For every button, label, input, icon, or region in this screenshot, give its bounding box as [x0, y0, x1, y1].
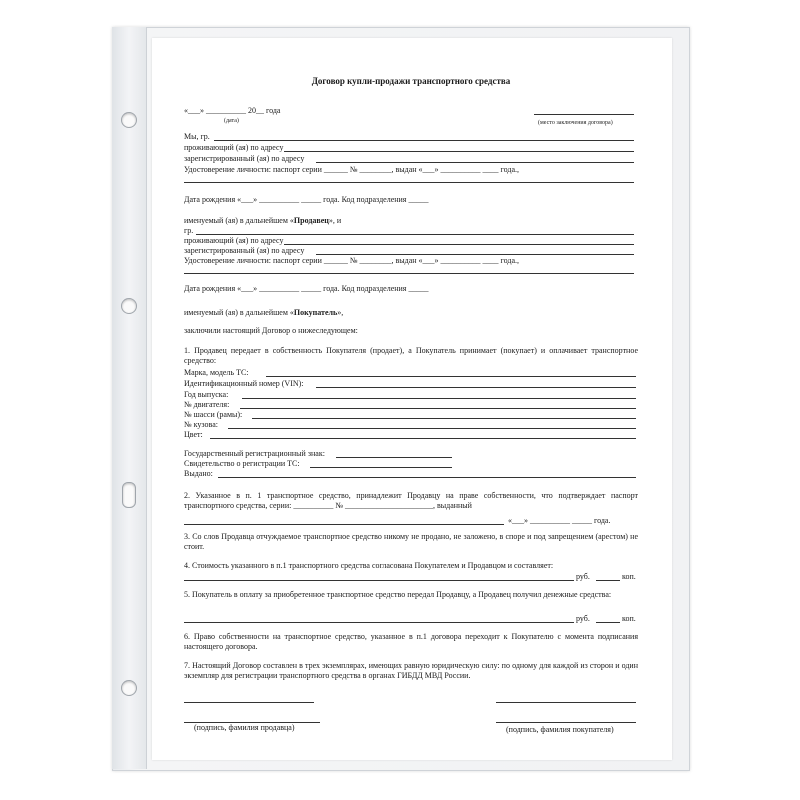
clause-5-kop: коп. [622, 614, 636, 623]
line-fill [210, 438, 636, 439]
reg-sign-line: Государственный регистрационный знак: [184, 449, 325, 458]
line-fill [228, 428, 636, 429]
line-fill [214, 140, 634, 141]
concluded-line: заключили настоящий Договор о нижеследующем: [184, 326, 358, 335]
living-line: проживающий (ая) по адресу [184, 143, 284, 152]
field-make: Марка, модель ТС: [184, 368, 249, 377]
clause-7: 7. Настоящий Договор составлен в трех экземплярах, имеющих равную юридическую силу: по одному для каждой из сторон и один экземпляр для регистрации транспортного средства в органах ГИБДД МВД России. [184, 661, 638, 680]
date-hint: (дата) [224, 118, 239, 124]
registered-line-2: зарегистрированный (ая) по адресу [184, 246, 305, 255]
line-fill [240, 408, 636, 409]
citizen-line: гр. [184, 226, 194, 235]
clause-6: 6. Право собственности на транспортное средство, указанное в п.1 договора переходит к Покупателю с момента подписания настоящего договора. [184, 632, 638, 651]
seller-signature-caption: (подпись, фамилия продавца) [194, 723, 295, 732]
punch-slot [122, 482, 136, 508]
line-fill [184, 182, 634, 183]
clause-4: 4. Стоимость указанного в п.1 транспортного средства согласована Покупателем и Продавцом и составляет: [184, 561, 554, 570]
punch-hole [121, 112, 137, 128]
clause-5-rub: руб. [576, 614, 590, 623]
line-fill [218, 477, 636, 478]
clause-1: 1. Продавец передает в собственность Покупателя (продает), а Покупатель принимает (покупает) и оплачивает транспортное средство: [184, 346, 638, 365]
line-fill [596, 580, 620, 581]
line-fill [184, 580, 574, 581]
id-doc-line: Удостоверение личности: паспорт серии ______ № ________, выдан «___» __________ ____ года., [184, 165, 520, 174]
clause-3: 3. Со слов Продавца отчуждаемое транспортное средство никому не продано, не заложено, в споре и под запрещением (арестом) не стоит. [184, 532, 638, 551]
line-fill [242, 398, 636, 399]
field-body: № кузова: [184, 420, 218, 429]
place-hint: (место заключения договора) [538, 120, 613, 126]
line-fill [316, 387, 636, 388]
clause-4-rub: руб. [576, 572, 590, 581]
issued-line: Выдано: [184, 469, 213, 478]
registered-line: зарегистрированный (ая) по адресу [184, 154, 305, 163]
field-vin: Идентификационный номер (VIN): [184, 379, 304, 388]
line-fill [266, 376, 636, 377]
line-fill [252, 418, 636, 419]
id-doc-line-2: Удостоверение личности: паспорт серии ______ № ________, выдан «___» __________ ____ года., [184, 256, 520, 265]
clause-2: 2. Указанное в п. 1 транспортное средство, принадлежит Продавцу на праве собственности, что подтверждает паспорт транспортного средства, серии: __________ № ______________________, выданный [184, 491, 638, 510]
buyer-signature-caption: (подпись, фамилия покупателя) [506, 725, 614, 734]
line-fill [336, 457, 452, 458]
punch-hole [121, 680, 137, 696]
date-line: «___» __________ 20__ года [184, 106, 281, 115]
punch-hole [121, 298, 137, 314]
line-fill [184, 622, 574, 623]
line-fill [284, 151, 634, 152]
field-engine: № двигателя: [184, 400, 230, 409]
field-color: Цвет: [184, 430, 203, 439]
clause-5: 5. Покупатель в оплату за приобретенное транспортное средство передал Продавцу, а Продавец получил денежные средства: [184, 590, 612, 599]
birth-line: Дата рождения «___» __________ _____ года. Код подразделения _____ [184, 195, 429, 204]
line-fill [316, 254, 634, 255]
seller-line: именуемый (ая) в дальнейшем «Продавец», и [184, 216, 342, 225]
line-fill [316, 162, 634, 163]
line-fill [284, 244, 634, 245]
field-chassis: № шасси (рамы): [184, 410, 243, 419]
buyer-line: именуемый (ая) в дальнейшем «Покупатель», [184, 308, 344, 317]
we-citizen-line: Мы, гр. [184, 132, 210, 141]
line-fill [184, 273, 634, 274]
clause-2-date: «___» __________ _____ года. [508, 516, 611, 525]
living-line-2: проживающий (ая) по адресу [184, 236, 284, 245]
birth-line-2: Дата рождения «___» __________ _____ года. Код подразделения _____ [184, 284, 429, 293]
line-fill [596, 622, 620, 623]
signature-line-buyer [496, 722, 636, 723]
document-title: Договор купли-продажи транспортного средства [311, 76, 511, 86]
signature-line-seller-top [184, 702, 314, 703]
line-fill [184, 524, 504, 525]
place-fill [534, 114, 634, 115]
field-year: Год выпуска: [184, 390, 229, 399]
line-fill [310, 467, 452, 468]
signature-line-buyer-top [496, 702, 636, 703]
sleeve-binding-strip [112, 27, 147, 769]
clause-4-kop: коп. [622, 572, 636, 581]
reg-cert-line: Свидетельство о регистрации ТС: [184, 459, 300, 468]
line-fill [196, 234, 634, 235]
